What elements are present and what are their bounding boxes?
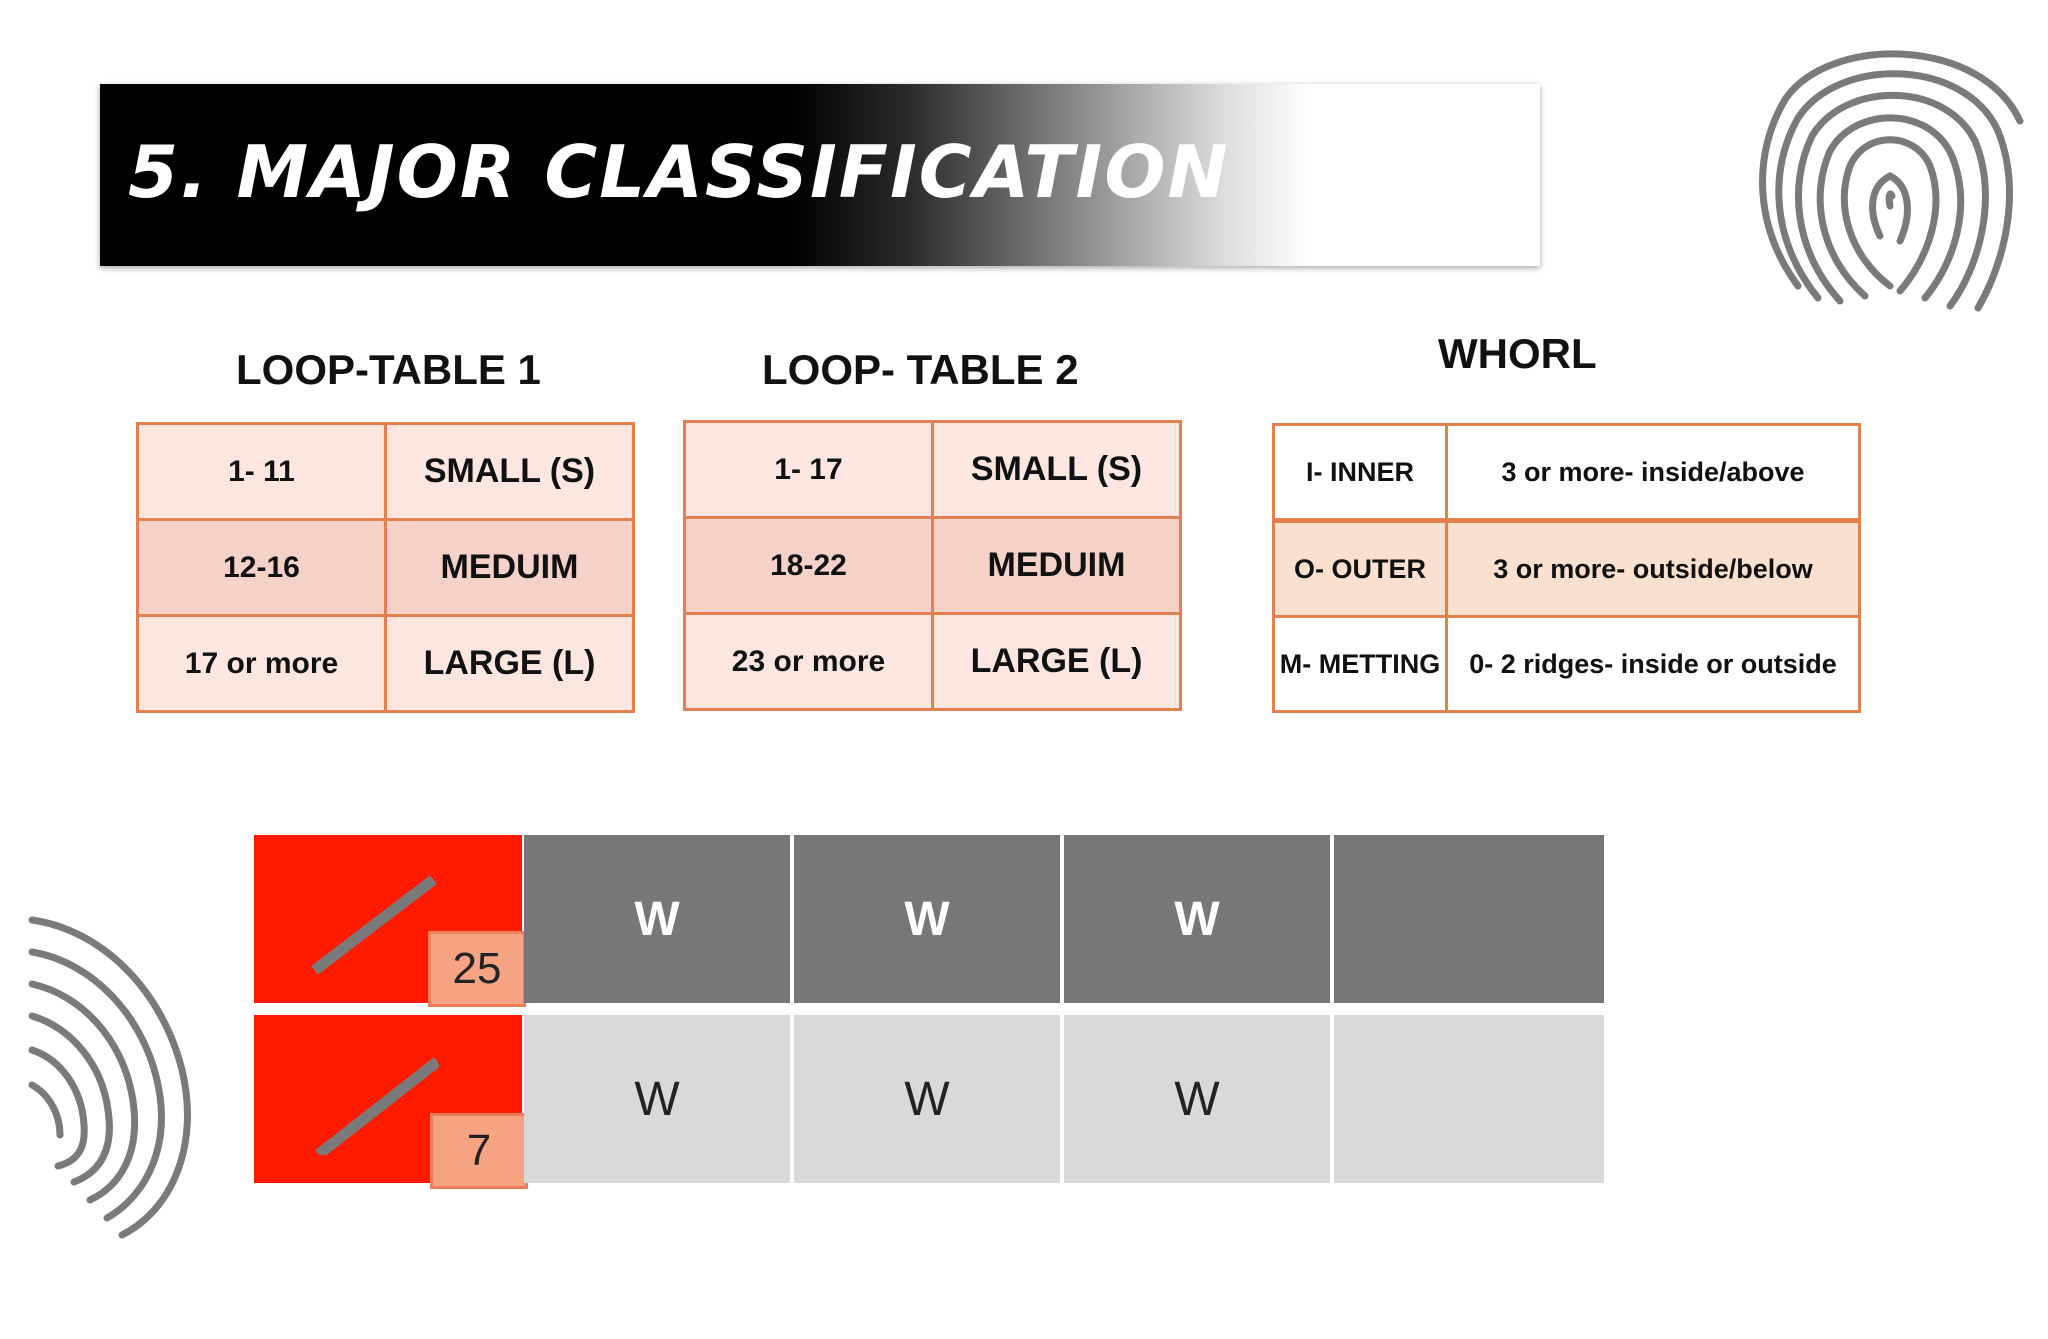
range-cell: 1- 11	[138, 424, 386, 520]
whorl-cell: W	[1064, 835, 1330, 1003]
classification-grid	[254, 835, 1604, 1177]
table-row	[138, 424, 634, 520]
fingerprint-icon	[22, 900, 212, 1246]
table-row	[1274, 521, 1860, 617]
whorl-cell: W	[794, 1015, 1060, 1183]
title-banner	[100, 84, 1540, 266]
table-row	[685, 518, 1181, 614]
range-cell: 17 or more	[138, 616, 386, 712]
table-row	[1274, 617, 1860, 712]
loop-table-1-heading: LOOP-TABLE 1	[236, 346, 541, 393]
table-row	[138, 520, 634, 616]
grid-row	[254, 835, 1604, 1003]
code-cell: I- INNER	[1274, 425, 1447, 521]
table-row	[685, 422, 1181, 518]
loop-table-2	[683, 420, 1182, 711]
code-cell: M- METTING	[1274, 617, 1447, 712]
rule-cell: 3 or more- inside/above	[1447, 425, 1860, 521]
range-cell: 1- 17	[685, 422, 933, 518]
code-cell: O- OUTER	[1274, 521, 1447, 617]
whorl-cell: W	[1064, 1015, 1330, 1183]
range-cell: 18-22	[685, 518, 933, 614]
loop-table-1	[136, 422, 635, 713]
size-cell: SMALL (S)	[933, 422, 1181, 518]
size-cell: SMALL (S)	[386, 424, 634, 520]
range-cell: 23 or more	[685, 614, 933, 710]
slash-mark-icon	[309, 875, 439, 975]
empty-cell	[1334, 835, 1604, 1003]
ridge-count-box: 7	[430, 1113, 528, 1189]
size-cell: MEDUIM	[933, 518, 1181, 614]
fingerprint-icon	[1740, 36, 2040, 322]
empty-cell	[1334, 1015, 1604, 1183]
size-cell: MEDUIM	[386, 520, 634, 616]
table-row	[1274, 425, 1860, 521]
page-title: 5. MAJOR CLASSIFICATION	[128, 130, 1230, 214]
loop-count-cell	[254, 1015, 522, 1183]
whorl-cell: W	[524, 1015, 790, 1183]
size-cell: LARGE (L)	[386, 616, 634, 712]
range-cell: 12-16	[138, 520, 386, 616]
whorl-cell: W	[524, 835, 790, 1003]
loop-table-2-heading: LOOP- TABLE 2	[762, 346, 1079, 393]
whorl-cell: W	[794, 835, 1060, 1003]
size-cell: LARGE (L)	[933, 614, 1181, 710]
loop-count-cell	[254, 835, 522, 1003]
whorl-table-heading: WHORL	[1438, 330, 1597, 377]
ridge-count-box: 25	[428, 931, 526, 1007]
table-row	[138, 616, 634, 712]
grid-row	[254, 1015, 1604, 1183]
rule-cell: 3 or more- outside/below	[1447, 521, 1860, 617]
rule-cell: 0- 2 ridges- inside or outside	[1447, 617, 1860, 712]
whorl-table	[1272, 423, 1861, 713]
slash-mark-icon	[309, 1055, 439, 1155]
table-row	[685, 614, 1181, 710]
